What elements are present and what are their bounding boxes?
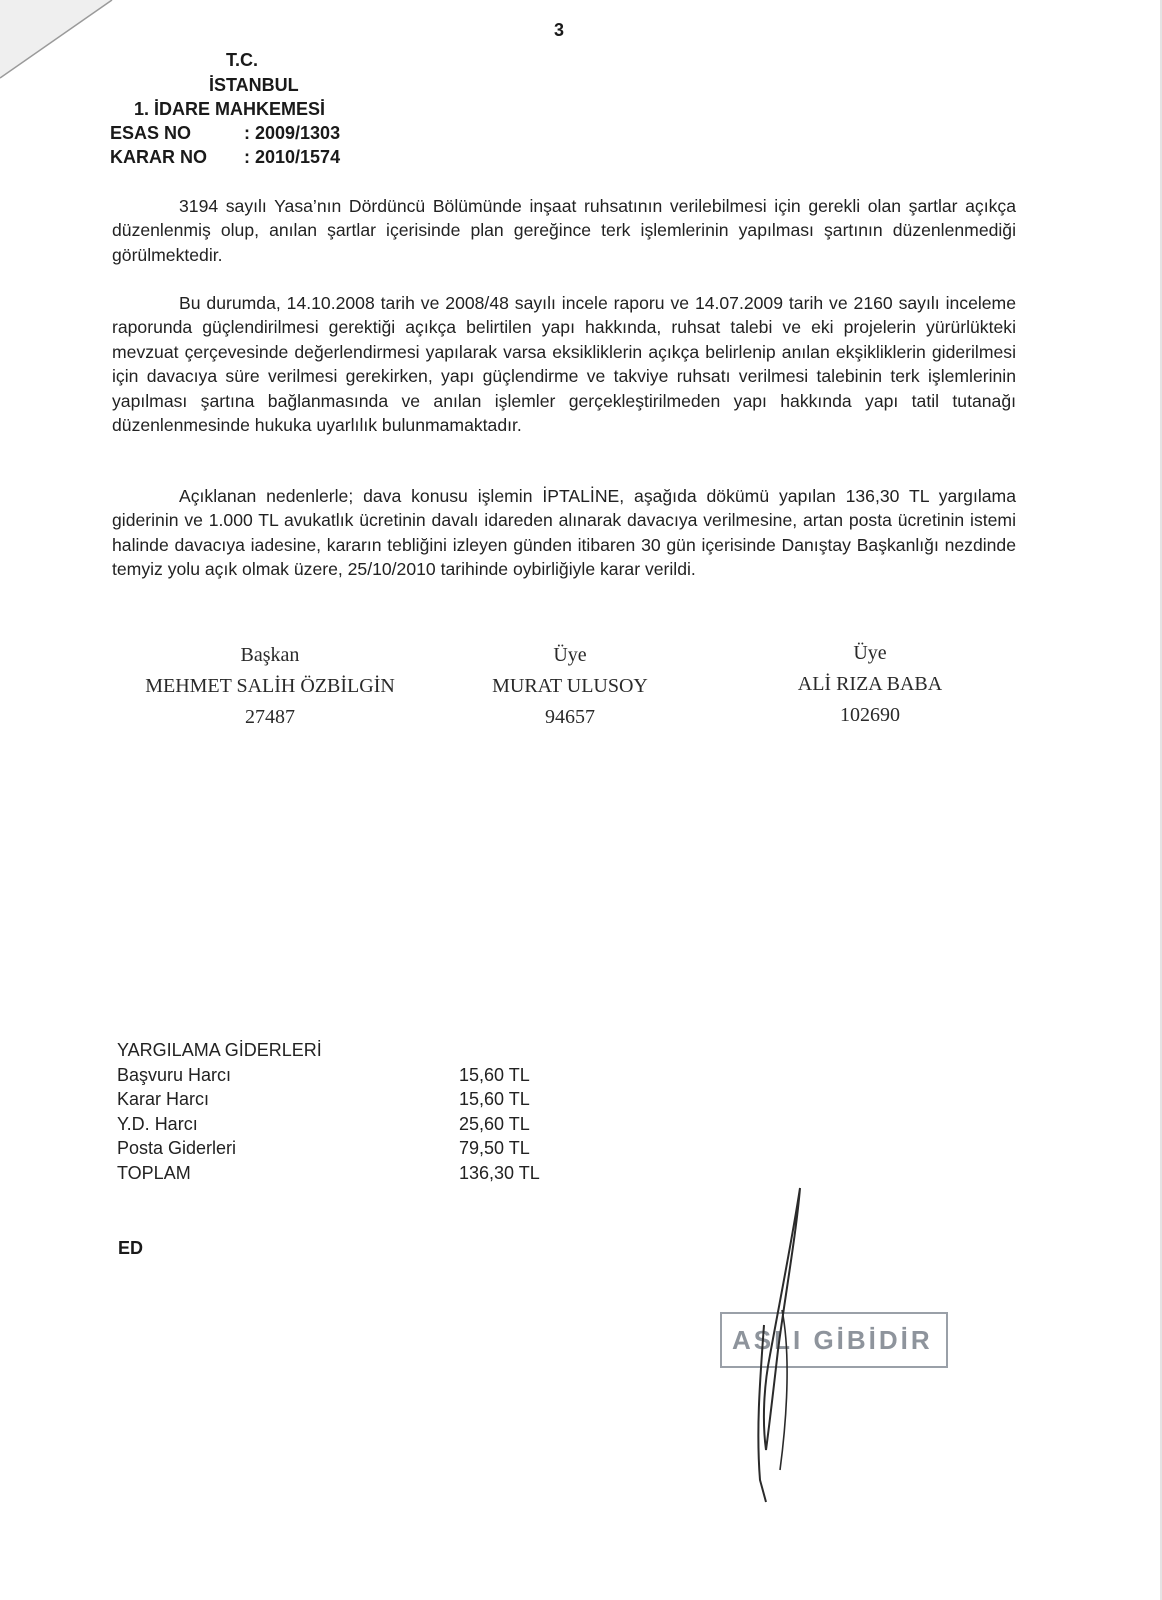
expense-value: 79,50 TL bbox=[459, 1138, 530, 1158]
expense-label: Başvuru Harcı bbox=[117, 1064, 232, 1085]
member-id: 27487 bbox=[245, 706, 295, 728]
expense-row bbox=[117, 1063, 577, 1088]
initials: ED bbox=[118, 1238, 144, 1258]
folded-corner bbox=[0, 0, 120, 80]
expenses-title: YARGILAMA GİDERLERİ bbox=[117, 1040, 322, 1060]
member-role: Üye bbox=[853, 642, 887, 664]
certified-copy-stamp: ASLI GİBİDİR bbox=[720, 1312, 948, 1368]
esas-value: : 2009/1303 bbox=[244, 123, 341, 143]
member-id: 94657 bbox=[545, 706, 595, 728]
panel-member-chair bbox=[105, 640, 435, 733]
expenses-table bbox=[117, 1038, 577, 1185]
member-name: ALİ RIZA BABA bbox=[797, 673, 943, 695]
paragraph-3: Açıklanan nedenlerle; dava konusu işlemin İPTALİNE, aşağıda dökümü yapılan 136,30 TL yargılama giderinin ve 1.000 TL avukatlık ücretinin davalı idareden alınarak davacıya verilmesine, artan posta ücretinin istemi halinde davacıya iadesine, kararın tebliğini izleyen günden itibaren 30 gün içerisinde Danıştay Başkanlığı nezdinde temyiz yolu açık olmak üzere, 25/10/2010 tarihinde oybirliğiyle karar verildi. bbox=[112, 486, 1016, 580]
expense-label: Y.D. Harcı bbox=[117, 1113, 198, 1134]
page-number: 3 bbox=[554, 20, 565, 40]
expense-value: 136,30 TL bbox=[459, 1162, 540, 1183]
esas-label: ESAS NO bbox=[110, 123, 192, 143]
expense-value: 25,60 TL bbox=[459, 1113, 530, 1134]
expense-label: Posta Giderleri bbox=[117, 1138, 237, 1158]
expense-label: Karar Harcı bbox=[117, 1089, 210, 1109]
header-tc: T.C. bbox=[226, 50, 259, 70]
paragraph-1: 3194 sayılı Yasa’nın Dördüncü Bölümünde inşaat ruhsatının verilebilmesi için gerekli olan şartlar açıkça düzenlenmiş olup, anılan şartlar içerisinde plan gereğince terk işlemlerinin yapılması şartının düzenlenmediği görülmektedir. bbox=[112, 196, 1016, 265]
paragraph-2: Bu durumda, 14.10.2008 tarih ve 2008/48 sayılı incele raporu ve 14.07.2009 tarih ve 2160 sayılı inceleme raporunda güçlendirilmesi gerektiği açıkça belirtilen yapı hakkında, ruhsat talebi ve eki projelerin yürürlükteki mevzuat çerçevesinde değerlendirmesi yapılarak varsa eksikliklerin açıkça belirlenip anılan ekşikliklerin giderilmesi için davacıya süre verilmesi gerekirken, yapı güçlendirme ve takviye ruhsatı verilmesi talebinin terk işlemlerinin yapılması şartına bağlanmasında ve anılan işlemler gerçekleştirilmeden yapı hakkında yapı tatil tutanağı düzenlenmesinde hukuka uyarlılık bulunmamaktadır. bbox=[112, 293, 1016, 436]
member-id: 102690 bbox=[840, 704, 900, 726]
header-court: 1. İDARE MAHKEMESİ bbox=[134, 99, 326, 119]
member-role: Üye bbox=[553, 644, 587, 666]
signature bbox=[740, 1180, 820, 1510]
member-role: Başkan bbox=[240, 644, 300, 666]
expense-label: TOPLAM bbox=[117, 1162, 191, 1183]
karar-value: : 2010/1574 bbox=[244, 147, 341, 167]
expense-row bbox=[117, 1136, 577, 1161]
expense-row bbox=[117, 1112, 577, 1137]
karar-label: KARAR NO bbox=[110, 147, 207, 167]
expense-row bbox=[117, 1087, 577, 1112]
header-city: İSTANBUL bbox=[209, 75, 299, 95]
member-name: MURAT ULUSOY bbox=[492, 675, 648, 697]
expense-value: 15,60 TL bbox=[459, 1064, 530, 1085]
panel-member-3 bbox=[705, 638, 1035, 731]
member-name: MEHMET SALİH ÖZBİLGİN bbox=[145, 675, 395, 697]
panel-member-2 bbox=[405, 640, 735, 733]
expense-total-row bbox=[117, 1161, 577, 1186]
expense-value: 15,60 TL bbox=[459, 1089, 530, 1109]
